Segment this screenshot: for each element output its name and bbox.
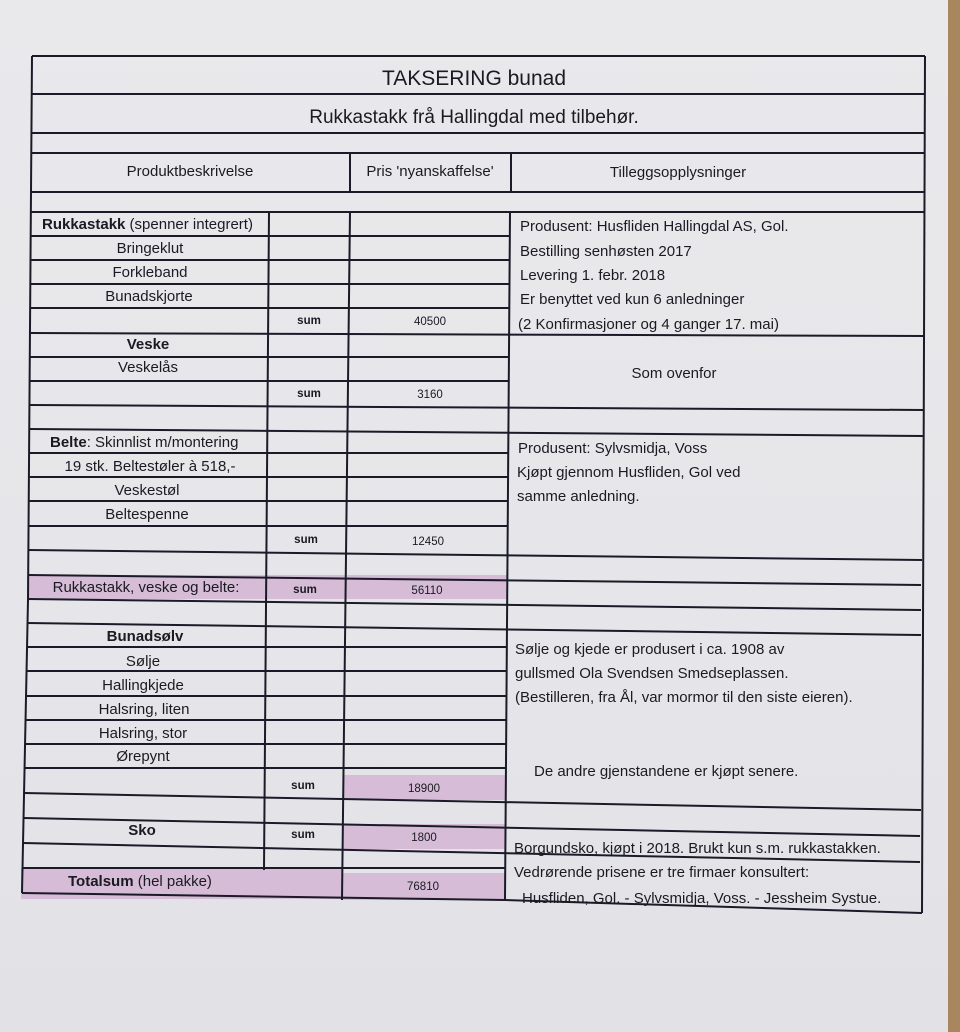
belte-title-bold: Belte <box>50 434 87 451</box>
solv-info-other: De andre gjenstandene er kjøpt senere. <box>534 763 799 780</box>
header-info: Tilleggsopplysninger <box>609 164 747 181</box>
solv-item: Halsring, stor <box>98 725 188 742</box>
total-info-line: Vedrørende prisene er tre firmaer konsultert: <box>514 864 810 881</box>
rukkastakk-title-rest: (spenner integrert) <box>125 216 253 233</box>
total-label <box>68 874 212 889</box>
total-sum-value: 76810 <box>407 881 439 893</box>
header-product: Produktbeskrivelse <box>126 163 254 180</box>
solv-info-line: Sølje og kjede er produsert i ca. 1908 av <box>515 641 785 658</box>
solv-title: Bunadsølv <box>106 628 184 645</box>
subtotal-sum-label: sum <box>293 584 317 596</box>
belte-item: Veskestøl <box>114 482 180 499</box>
rukkastakk-title-bold: Rukkastakk <box>42 216 126 233</box>
solv-sum-value: 18900 <box>408 783 440 795</box>
rukkastakk-info-line: Er benyttet ved kun 6 anledninger <box>520 291 745 308</box>
belte-info-line: samme anledning. <box>517 488 640 505</box>
belte-title-rest: : Skinnlist m/montering <box>86 434 239 451</box>
table-surface-edge <box>948 0 960 1032</box>
solv-sum-label: sum <box>291 780 315 792</box>
solv-item: Ørepynt <box>116 748 170 765</box>
rukkastakk-info-line: Produsent: Husfliden Hallingdal AS, Gol. <box>520 218 789 235</box>
sko-info: Borgundsko, kjøpt i 2018. Brukt kun s.m. rukkastakken. <box>514 840 881 857</box>
rukkastakk-sum-label: sum <box>297 315 321 327</box>
rukkastakk-info-line: Bestilling senhøsten 2017 <box>520 243 692 260</box>
total-label-bold: Totalsum <box>68 873 134 890</box>
veske-sum-value: 3160 <box>417 389 443 401</box>
veske-info: Som ovenfor <box>631 365 717 382</box>
rukkastakk-info-line: (2 Konfirmasjoner og 4 ganger 17. mai) <box>518 316 779 333</box>
solv-item: Halsring, liten <box>98 701 190 718</box>
belte-info-line: Produsent: Sylvsmidja, Voss <box>518 440 708 457</box>
rukkastakk-item: Forkleband <box>112 264 188 281</box>
solv-item: Hallingkjede <box>102 677 184 694</box>
rukkastakk-info-line: Levering 1. febr. 2018 <box>520 267 666 284</box>
document-title: TAKSERING bunad <box>381 67 567 90</box>
total-info-line: Husfliden, Gol. - Sylvsmidja, Voss. - Jessheim Systue. <box>522 890 882 907</box>
subtotal-sum-value: 56110 <box>411 585 443 597</box>
solv-info-line: (Bestilleren, fra Ål, var mormor til den siste eieren). <box>515 689 853 706</box>
belte-sum-label: sum <box>294 534 318 546</box>
sko-title: Sko <box>128 822 156 839</box>
rukkastakk-title <box>42 217 253 232</box>
document-subtitle: Rukkastakk frå Hallingdal med tilbehør. <box>309 107 639 128</box>
belte-info-line: Kjøpt gjennom Husfliden, Gol ved <box>517 464 741 481</box>
header-price: Pris 'nyanskaffelse' <box>366 163 494 180</box>
sko-sum-label: sum <box>291 829 315 841</box>
solv-info-line: gullsmed Ola Svendsen Smedseplassen. <box>515 665 789 682</box>
veske-sum-label: sum <box>297 388 321 400</box>
sko-sum-value: 1800 <box>411 832 437 844</box>
total-label-rest: (hel pakke) <box>133 873 212 890</box>
subtotal-label: Rukkastakk, veske og belte: <box>52 579 240 596</box>
belte-item: 19 stk. Beltestøler à 518,- <box>64 458 236 475</box>
belte-sum-value: 12450 <box>412 536 444 548</box>
rukkastakk-item: Bringeklut <box>116 240 184 257</box>
veske-title: Veske <box>126 336 170 353</box>
veske-item: Veskelås <box>117 359 179 376</box>
solv-item: Sølje <box>125 653 161 670</box>
rukkastakk-item: Bunadskjorte <box>105 288 193 305</box>
belte-item: Beltespenne <box>105 506 189 523</box>
belte-title <box>50 435 238 450</box>
rukkastakk-sum-value: 40500 <box>414 316 446 328</box>
